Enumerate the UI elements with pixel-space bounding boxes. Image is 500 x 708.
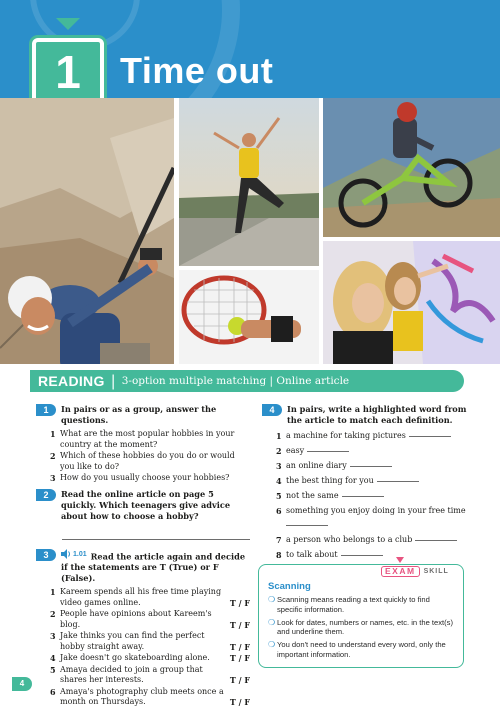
item-number: 4 (276, 476, 282, 486)
item-text: Jake thinks you can find the perfect hobby straight away. (60, 631, 205, 651)
definition-item (276, 533, 467, 547)
item-text: to talk about (286, 550, 338, 559)
definition-item (276, 459, 467, 473)
item-text: What are the most popular hobbies in your country at the moment? (60, 429, 235, 449)
question-item (50, 429, 250, 450)
painting-photo (323, 241, 500, 364)
exam-skill-box (258, 564, 464, 668)
answer-blank[interactable] (377, 481, 419, 482)
statement-item (50, 631, 250, 652)
right-column (262, 404, 467, 567)
item-number: 3 (50, 473, 56, 483)
true-false-choice[interactable]: T / F (229, 597, 250, 608)
question-item (50, 451, 250, 472)
tennis-photo (179, 270, 319, 364)
section-header-bar (30, 370, 464, 392)
item-number: 1 (50, 429, 56, 439)
unit-number-badge (32, 38, 104, 98)
item-text: the best thing for you (286, 476, 374, 485)
item-number: 5 (276, 491, 282, 501)
item-text: something you enjoy doing in your free time (286, 506, 466, 515)
answer-blank[interactable] (415, 540, 457, 541)
exercise-1-questions (50, 429, 250, 484)
definition-item (276, 444, 467, 458)
item-text: easy (286, 446, 305, 455)
tip-text: Look for dates, numbers or names, etc. in the text(s) and underline them. (277, 617, 454, 637)
exercise-instruction: Read the online article on page 5 quickly. Which teenagers give advice about how to choose a hobby? (61, 488, 231, 521)
exercise-1-header (36, 404, 250, 426)
item-text: a person who belongs to a club (286, 535, 413, 544)
exam-skill-title: Scanning (268, 581, 311, 592)
exercise-number: 4 (262, 404, 282, 416)
item-text: How do you usually choose your hobbies? (60, 473, 230, 482)
item-number: 7 (276, 535, 282, 545)
item-number: 6 (50, 686, 56, 697)
item-text: Which of these hobbies do you do or would you like to do? (60, 451, 235, 471)
answer-blank[interactable] (341, 555, 383, 556)
definition-item (276, 429, 467, 443)
speaker-icon (61, 549, 72, 559)
section-separator: | (110, 372, 116, 390)
statement-item (50, 587, 250, 608)
definition-item (276, 474, 467, 488)
item-number: 3 (50, 631, 56, 641)
item-number: 2 (50, 609, 56, 619)
section-title: READING (38, 373, 105, 389)
section-subtitle: 3-option multiple matching | Online article (121, 375, 350, 387)
true-false-choice[interactable]: T / F (229, 619, 250, 630)
unit-title: Time out (120, 50, 274, 91)
unit-header (0, 0, 500, 98)
true-false-choice[interactable]: T / F (229, 653, 250, 663)
answer-line[interactable] (62, 528, 250, 540)
question-item (50, 473, 250, 484)
exercise-number: 2 (36, 489, 56, 501)
circle-bullet-icon: ❍ (268, 640, 276, 650)
item-text: not the same (286, 491, 339, 500)
item-text: a machine for taking pictures (286, 431, 406, 440)
exercise-4-header (262, 404, 467, 426)
skill-label: SKILL (423, 567, 449, 575)
item-number: 6 (276, 506, 282, 516)
item-text: People have opinions about Kareem's blog. (60, 609, 212, 629)
item-number: 2 (50, 451, 56, 461)
exam-skill-tab (381, 565, 449, 577)
definition-item (276, 548, 467, 562)
answer-blank[interactable] (342, 496, 384, 497)
item-number: 3 (276, 461, 282, 471)
tip-item (268, 595, 454, 615)
item-text: Jake doesn't go skateboarding alone. (60, 653, 210, 662)
exercise-3-statements (50, 587, 250, 708)
answer-blank[interactable] (409, 436, 451, 437)
true-false-choice[interactable]: T / F (229, 675, 250, 685)
answer-blank[interactable] (350, 466, 392, 467)
audio-track[interactable] (61, 549, 87, 560)
page-number: 4 (12, 677, 32, 691)
statement-item (50, 653, 250, 664)
answer-blank[interactable] (286, 525, 328, 526)
item-number: 1 (276, 431, 282, 441)
item-text: Amaya decided to join a group that shares her interests. (60, 664, 203, 684)
exercise-instruction-text: Read the article again and decide if the statements are T (True) or F (False). (61, 551, 246, 583)
definition-item (276, 504, 467, 532)
tip-text: You don't need to understand every word, only the important information. (277, 640, 446, 659)
exam-skill-points (268, 595, 454, 660)
item-number: 5 (50, 664, 56, 675)
mountain-bike-photo (323, 98, 500, 237)
item-number: 8 (276, 550, 282, 560)
statement-item (50, 665, 250, 686)
audio-track-number: 1.01 (73, 550, 87, 558)
answer-blank[interactable] (307, 451, 349, 452)
exercise-instruction (61, 549, 250, 585)
exam-label: EXAM (381, 566, 420, 577)
exercise-instruction: In pairs, write a highlighted word from the article to match each definition. (287, 404, 467, 425)
item-text: an online diary (286, 461, 347, 470)
statement-item (50, 687, 250, 708)
pointer-triangle-icon (396, 557, 404, 563)
item-number: 2 (276, 446, 282, 456)
exercise-2-header (36, 489, 250, 522)
statement-item (50, 609, 250, 630)
item-number: 4 (50, 653, 56, 663)
unit-number: 1 (55, 46, 81, 98)
tip-text: Scanning means reading a text quickly to find specific information. (277, 595, 430, 614)
exercise-3-header (36, 549, 250, 585)
item-number: 1 (50, 587, 56, 597)
item-text: Amaya's photography club meets once a month on Thursdays. (60, 686, 224, 706)
exercise-instruction: In pairs or as a group, answer the questions. (61, 404, 217, 425)
true-false-choice[interactable]: T / F (229, 641, 250, 652)
true-false-choice[interactable]: T / F (229, 697, 250, 707)
tip-item (268, 618, 454, 638)
item-text: Kareem spends all his free time playing video games online. (60, 587, 222, 607)
circle-bullet-icon: ❍ (268, 595, 276, 604)
left-column (36, 404, 250, 708)
exercise-4-definitions (276, 429, 467, 562)
exercise-number: 1 (36, 404, 56, 416)
definition-item (276, 489, 467, 503)
circle-bullet-icon: ❍ (268, 617, 276, 627)
climbing-photo (0, 98, 174, 364)
dancing-photo (179, 98, 319, 266)
exercise-number: 3 (36, 549, 56, 561)
tip-item (268, 640, 454, 660)
timer-notch-icon (56, 18, 80, 32)
